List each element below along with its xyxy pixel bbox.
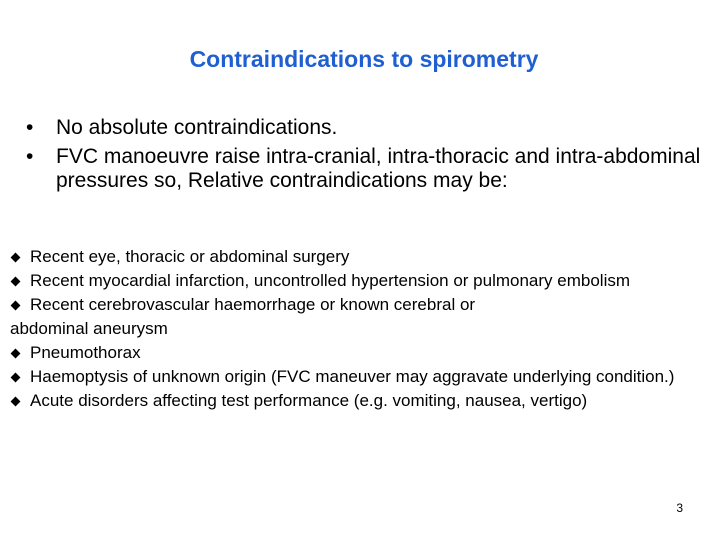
main-bullet-item xyxy=(26,116,706,140)
sub-bullet-text: Recent eye, thoracic or abdominal surgery xyxy=(30,247,350,266)
main-bullet-item xyxy=(26,145,706,193)
bullet-marker: • xyxy=(26,145,34,168)
diamond-bullet-icon xyxy=(11,373,21,383)
sub-bullet-item xyxy=(18,247,698,267)
sub-bullet-item xyxy=(18,367,698,387)
sub-bullet-text: Pneumothorax xyxy=(30,343,141,362)
sub-bullet-item xyxy=(18,391,698,411)
diamond-bullet-icon xyxy=(11,397,21,407)
sub-bullet-item xyxy=(18,271,698,291)
sub-bullet-text: Haemoptysis of unknown origin (FVC maneuver may aggravate underlying condition.) xyxy=(30,367,675,386)
relative-contraindications-list xyxy=(10,247,698,415)
diamond-bullet-icon xyxy=(11,349,21,359)
sub-bullet-text: Acute disorders affecting test performance (e.g. vomiting, nausea, vertigo) xyxy=(30,391,588,410)
sub-bullet-text: Recent cerebrovascular haemorrhage or known cerebral or xyxy=(30,295,476,314)
bullet-marker: • xyxy=(26,116,34,139)
diamond-bullet-icon xyxy=(11,277,21,287)
sub-bullet-text: abdominal aneurysm xyxy=(10,319,168,338)
sub-bullet-continuation xyxy=(10,319,698,339)
main-bullet-text: No absolute contraindications. xyxy=(56,116,338,139)
diamond-bullet-icon xyxy=(11,253,21,263)
sub-bullet-item xyxy=(18,295,698,315)
sub-bullet-item xyxy=(18,343,698,363)
slide-title: Contraindications to spirometry xyxy=(189,46,539,72)
main-bullet-text: FVC manoeuvre raise intra-cranial, intra-thoracic and intra-abdominal pressures so, Relative contraindications may be: xyxy=(56,145,701,192)
diamond-bullet-icon xyxy=(11,301,21,311)
page-number: 3 xyxy=(676,501,683,515)
main-bullet-list xyxy=(26,116,706,198)
sub-bullet-text: Recent myocardial infarction, uncontrolled hypertension or pulmonary embolism xyxy=(30,271,631,290)
